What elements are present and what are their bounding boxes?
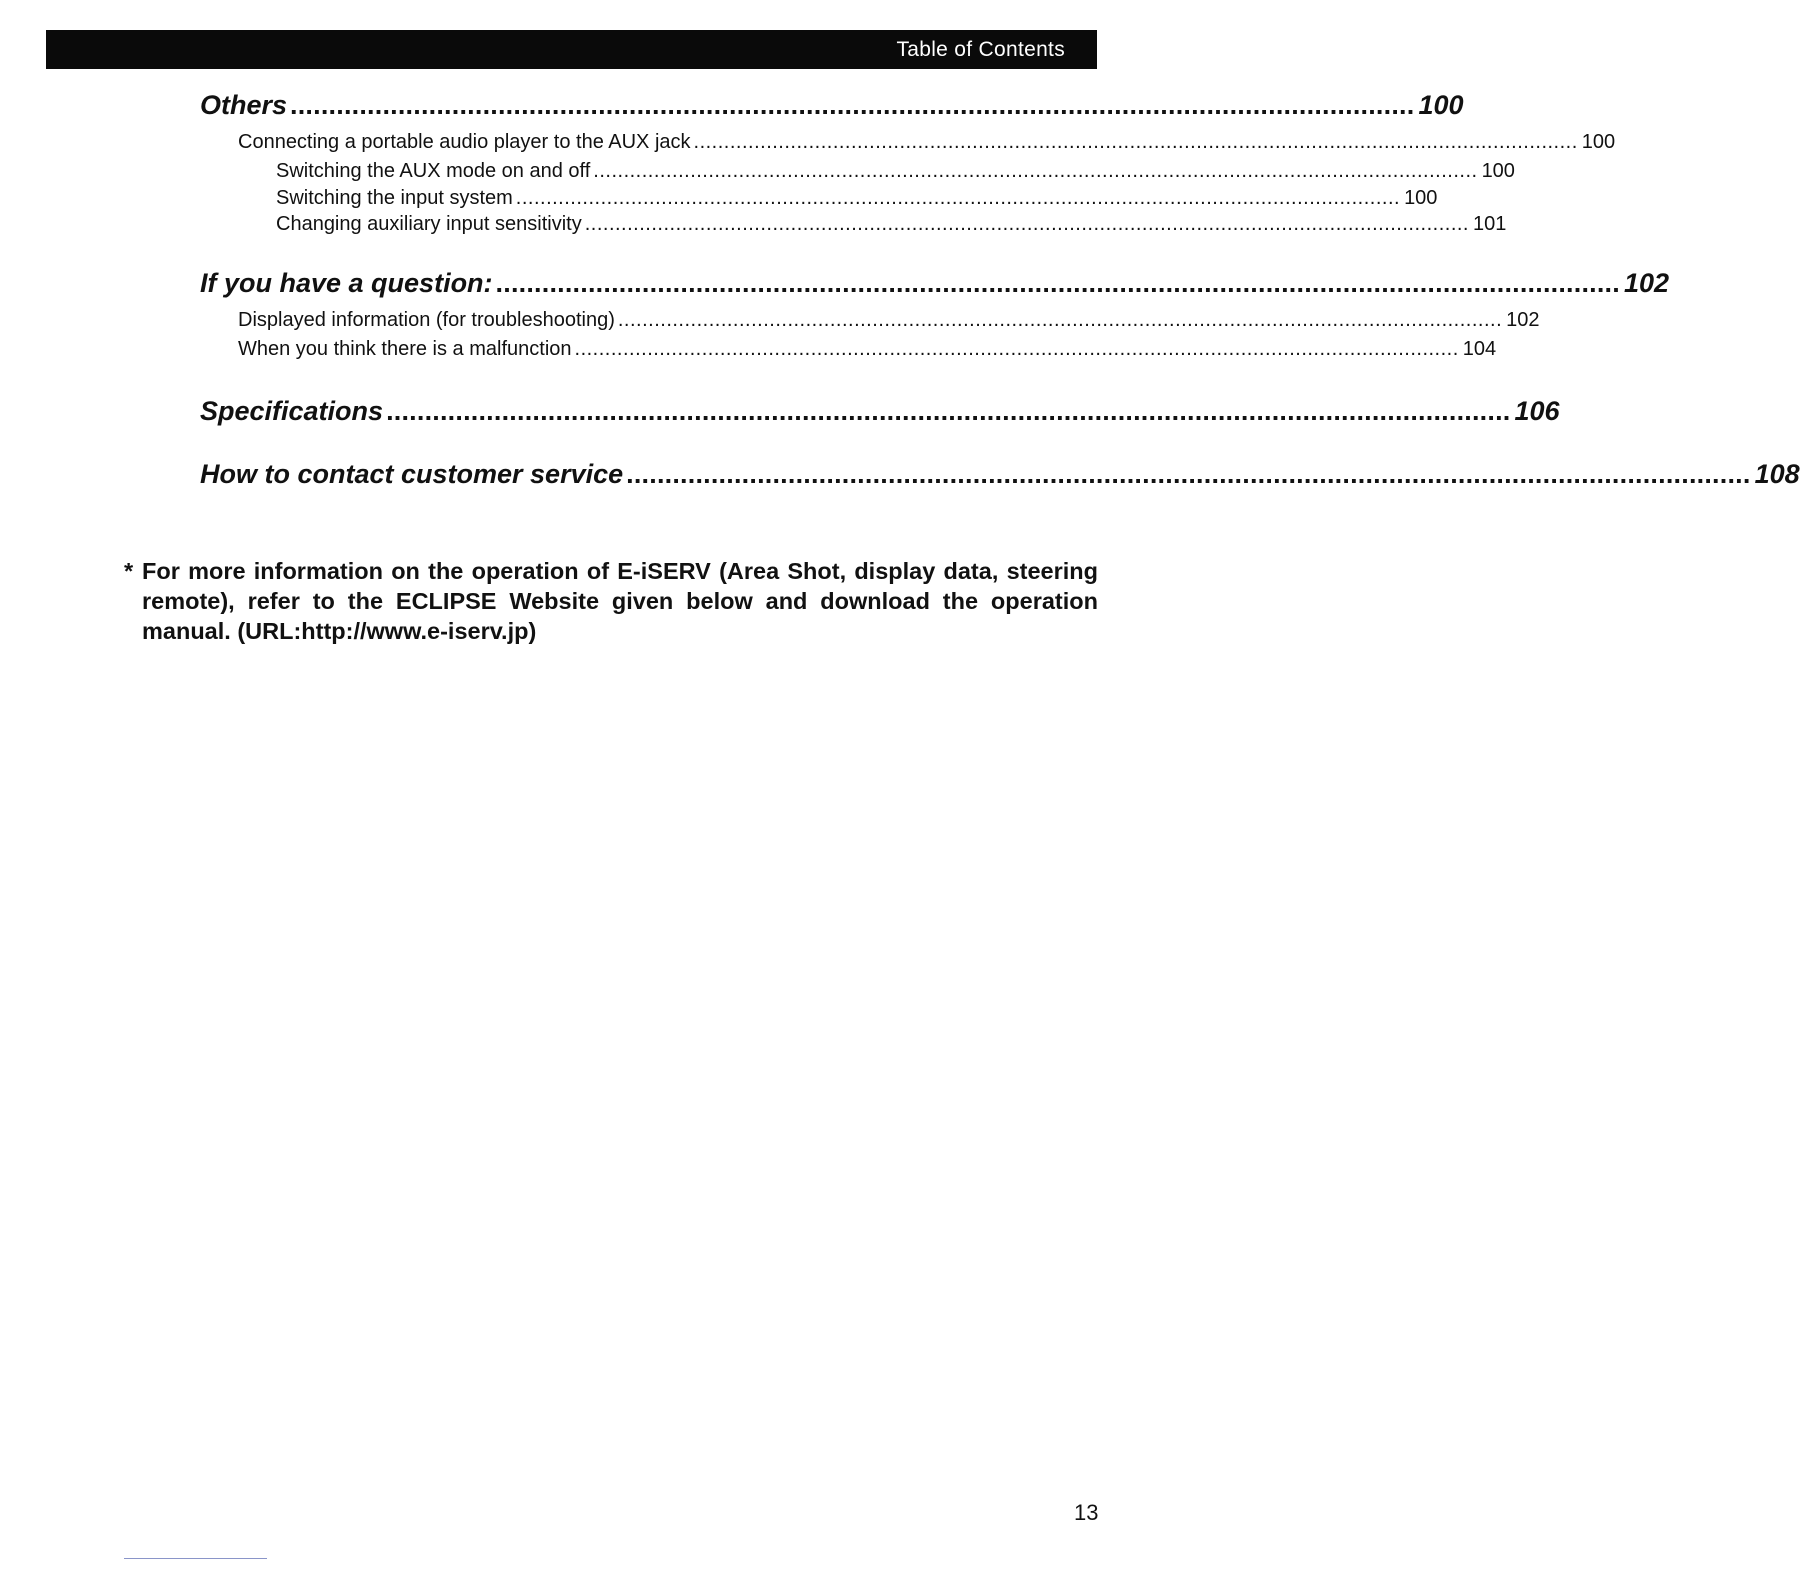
- note-asterisk: *: [124, 558, 134, 584]
- toc-entry-page: 100: [1481, 160, 1515, 182]
- toc-leader-dots: ..................................................................................................................................................: [574, 338, 1459, 360]
- toc-entry-page: 104: [1462, 338, 1497, 360]
- toc-entry-others[interactable]: [200, 90, 1464, 121]
- page-number: 13: [1074, 1500, 1099, 1525]
- toc-entry-page: 106: [1514, 396, 1560, 426]
- toc-leader-dots: ..................................................................................................................................................: [626, 459, 1751, 489]
- toc-entry-label: Others: [200, 90, 288, 120]
- toc-leader-dots: ..................................................................................................................................................: [495, 268, 1620, 298]
- toc-leader-dots: ..................................................................................................................................................: [386, 396, 1511, 426]
- toc-entry-label: Specifications: [200, 396, 384, 426]
- toc-entry-page: 108: [1754, 459, 1800, 489]
- toc-entry-label: Connecting a portable audio player to the AUX jack: [238, 131, 691, 153]
- toc-leader-dots: ..................................................................................................................................................: [593, 160, 1478, 182]
- eiserv-note: [124, 556, 1098, 646]
- toc-entry-malfunction[interactable]: [238, 338, 1497, 361]
- toc-entry-switching-aux-mode[interactable]: [276, 160, 1515, 183]
- toc-entry-changing-input-sensitivity[interactable]: [276, 213, 1507, 236]
- toc-entry-label: Displayed information (for troubleshooting): [238, 309, 615, 331]
- toc-entry-page: 100: [1581, 131, 1616, 153]
- toc-entry-page: 102: [1623, 268, 1670, 298]
- toc-leader-dots: ..................................................................................................................................................: [693, 131, 1578, 153]
- note-text: For more information on the operation of E-iSERV (Area Shot, display data, steering remote), refer to the ECLIPSE Website given below and download the operation manual. (URL:http://www.e-iserv.jp): [142, 558, 1098, 644]
- toc-entry-page: 102: [1506, 309, 1540, 331]
- toc-entry-label: Switching the AUX mode on and off: [276, 160, 591, 182]
- toc-entry-label: How to contact customer service: [200, 459, 624, 489]
- toc-entry-label: When you think there is a malfunction: [238, 338, 572, 360]
- toc-entry-switching-input-system[interactable]: [276, 187, 1438, 210]
- toc-leader-dots: ..................................................................................................................................................: [584, 213, 1469, 235]
- footer-rule: [124, 1558, 267, 1559]
- toc-leader-dots: ..................................................................................................................................................: [290, 90, 1415, 120]
- toc-entry-displayed-information[interactable]: [238, 309, 1540, 332]
- toc-entry-if-you-have-a-question[interactable]: [200, 268, 1670, 299]
- header-bar: [46, 30, 1097, 69]
- toc-entry-connecting-portable-audio-player[interactable]: [238, 131, 1616, 154]
- toc-entry-page: 100: [1404, 187, 1438, 209]
- toc-entry-label: Changing auxiliary input sensitivity: [276, 213, 582, 235]
- toc-leader-dots: ..................................................................................................................................................: [617, 309, 1503, 331]
- toc-entry-specifications[interactable]: [200, 396, 1560, 427]
- toc-entry-label: If you have a question:: [200, 268, 493, 298]
- toc-entry-page: 100: [1418, 90, 1464, 120]
- header-title: Table of Contents: [896, 38, 1065, 61]
- toc-entry-page: 101: [1473, 213, 1507, 235]
- toc-leader-dots: ..................................................................................................................................................: [515, 187, 1401, 209]
- toc-entry-customer-service[interactable]: [200, 459, 1800, 490]
- toc-entry-label: Switching the input system: [276, 187, 513, 209]
